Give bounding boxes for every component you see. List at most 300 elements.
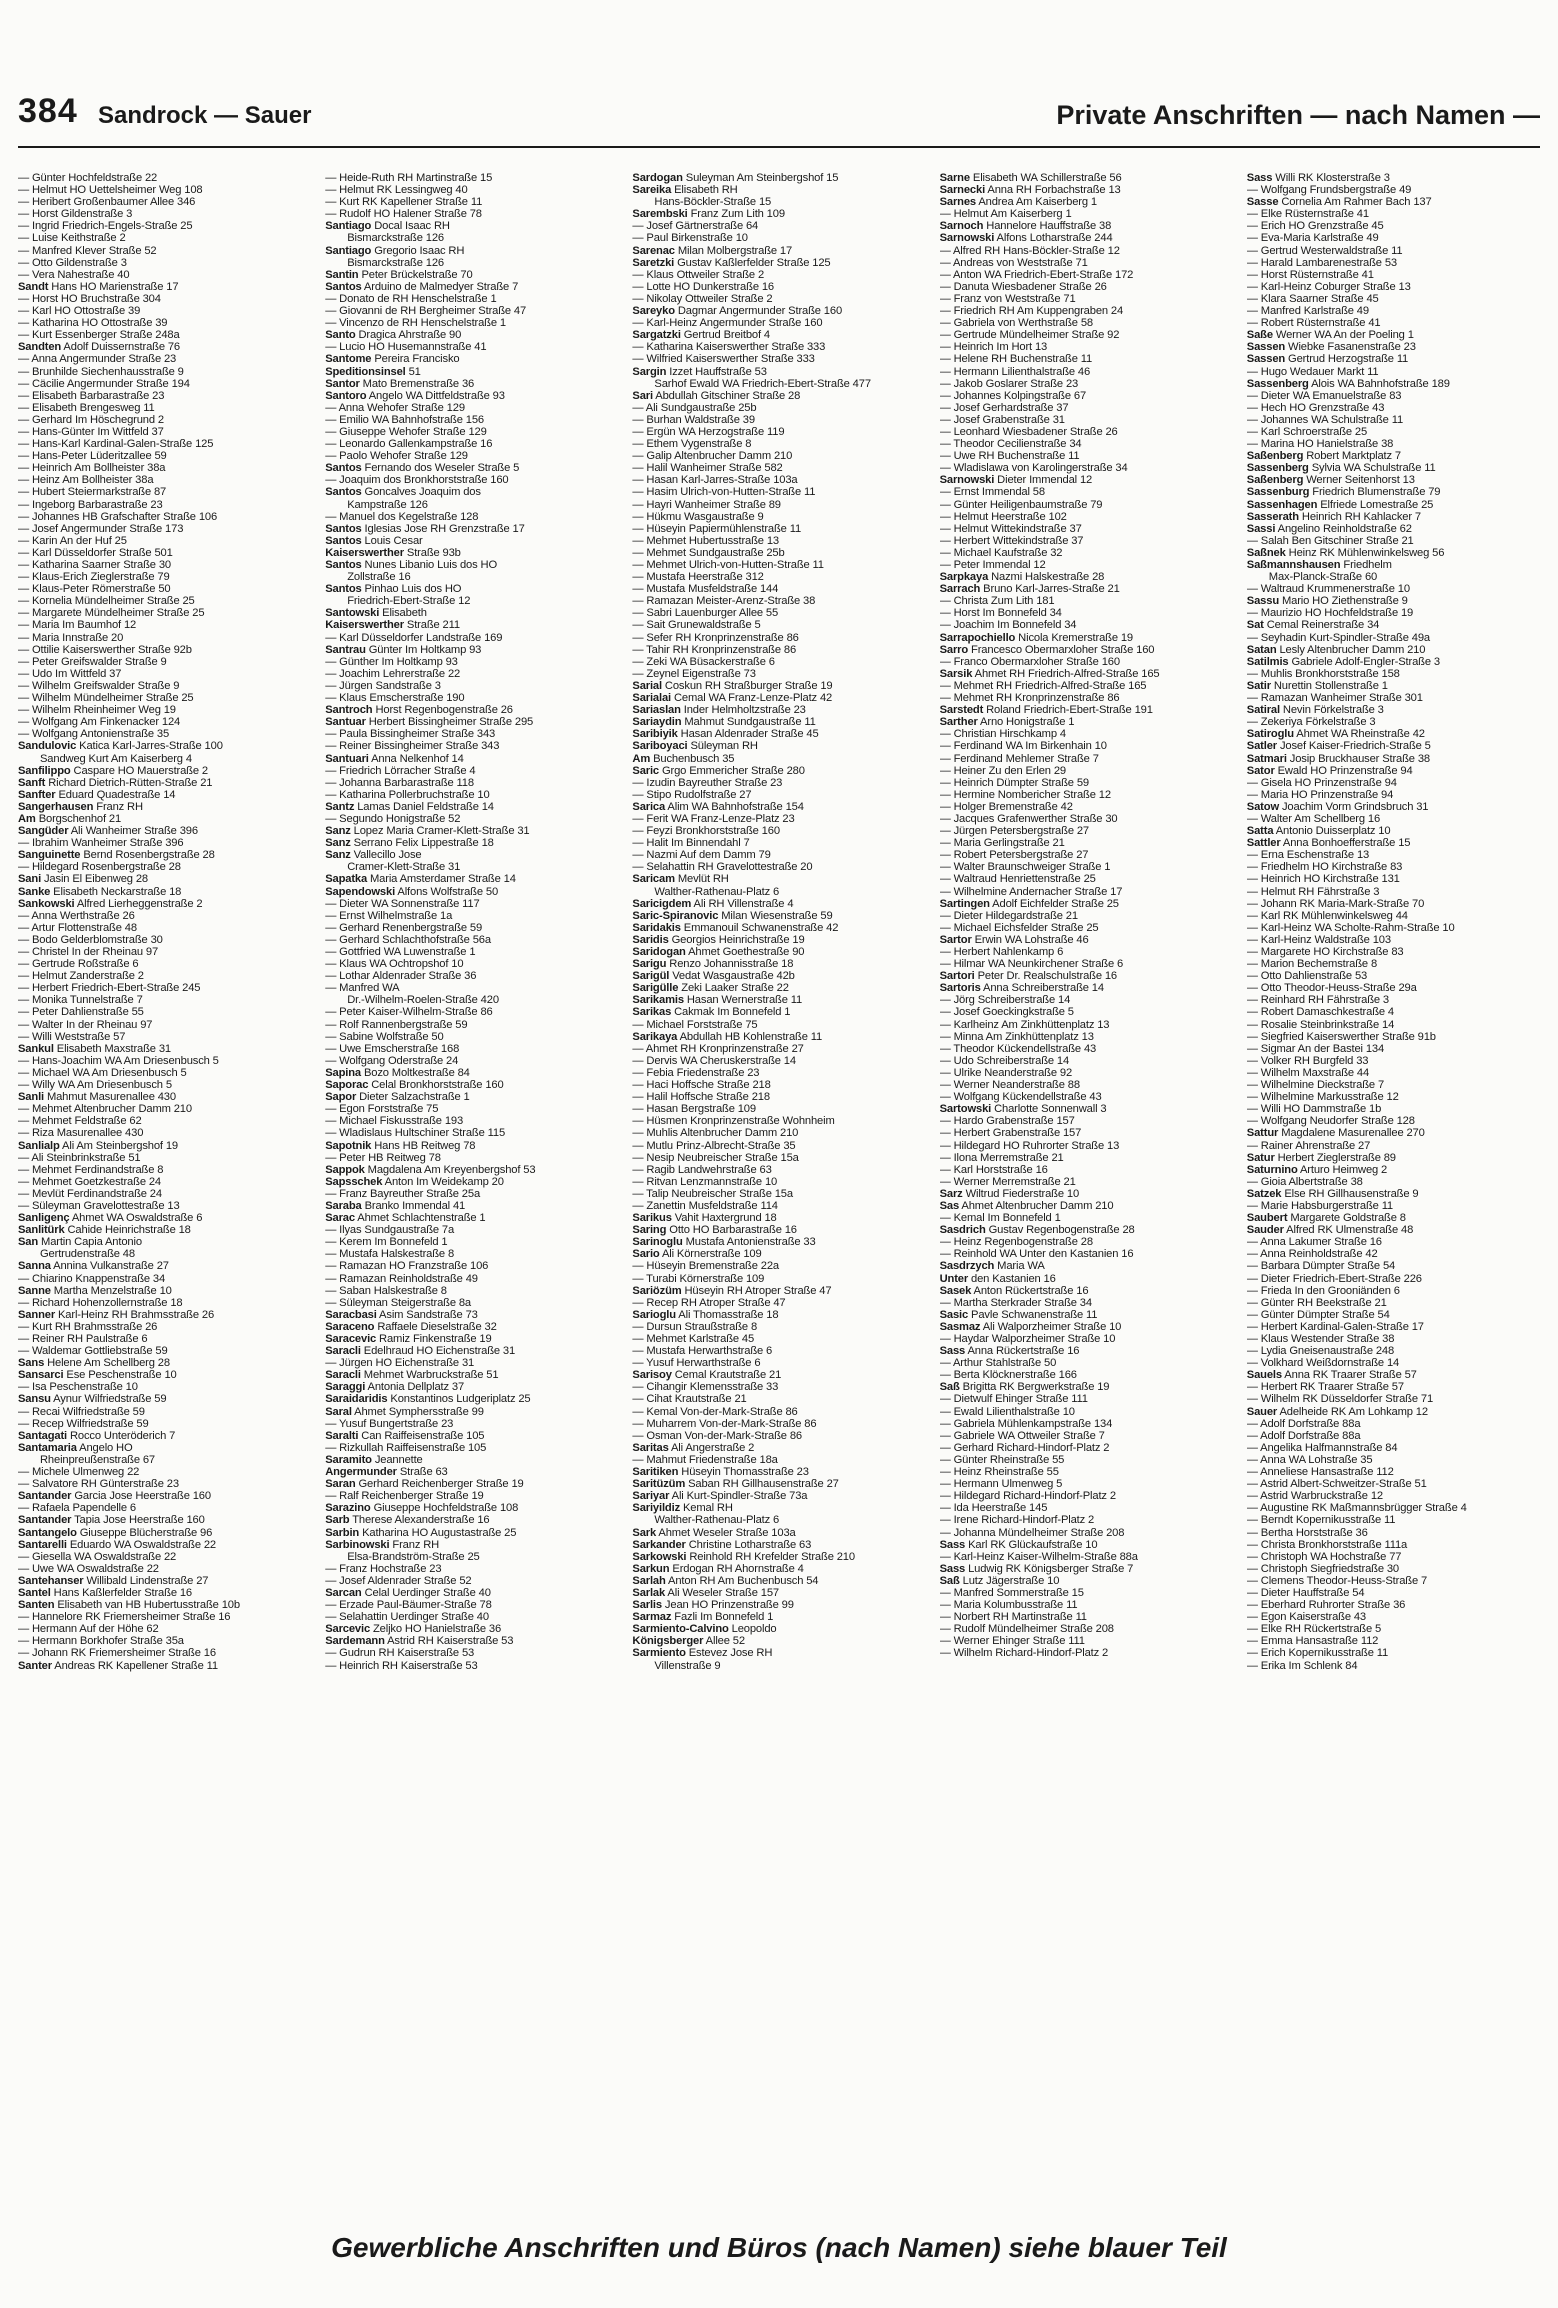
directory-entry: — Gioia Albertstraße 38 xyxy=(1246,1175,1363,1188)
directory-entry: — Werner Neanderstraße 88 xyxy=(939,1079,1080,1092)
directory-entry: — Hildegard Rosenbergstraße 28 xyxy=(18,861,181,874)
directory-entry: — Klaus-Erich Zieglerstraße 79 xyxy=(18,571,170,584)
directory-entry: — Margarete HO Kirchstraße 83 xyxy=(1246,946,1404,958)
directory-entry: Am Buchenbusch 35 xyxy=(632,752,735,765)
directory-entry: — Peter Immendal 12 xyxy=(939,559,1046,571)
directory-entry: Sarkander Christine Lotharstraße 63 xyxy=(632,1538,812,1551)
directory-entry: — Ibrahim Wanheimer Straße 396 xyxy=(18,837,184,850)
directory-entry: — Rosalie Steinbrinkstraße 14 xyxy=(1246,1018,1395,1031)
directory-entry: — Sait Grunewaldstraße 5 xyxy=(632,619,761,632)
directory-entry: — Paula Bissingheimer Straße 343 xyxy=(325,728,496,741)
directory-entry: Satir Nurettin Stollenstraße 1 xyxy=(1246,679,1388,692)
directory-entry: Saridogan Ahmet Goethestraße 90 xyxy=(632,946,805,958)
directory-entry: — Lothar Aldenrader Straße 36 xyxy=(325,970,477,983)
directory-entry: Saran Gerhard Reichenberger Straße 19 xyxy=(325,1478,524,1491)
directory-entry: Sansu Aynur Wilfriedstraße 59 xyxy=(18,1393,167,1406)
directory-entry: — Minna Am Zinkhüttenplatz 13 xyxy=(939,1030,1094,1043)
directory-entry: — Frieda In den Grooniänden 6 xyxy=(1246,1284,1400,1297)
directory-entry: — Willi HO Dammstraße 1b xyxy=(1246,1103,1382,1116)
directory-entry: Sarro Francesco Obermarxloher Straße 160 xyxy=(939,643,1155,656)
directory-entry: Sarmiento-Calvino Leopoldo xyxy=(632,1623,777,1636)
directory-entry: — Adolf Dorfstraße 88a xyxy=(1246,1417,1361,1430)
directory-entry: Sanligenç Ahmet WA Oswaldstraße 6 xyxy=(18,1212,203,1225)
directory-entry: Sari Abdullah Gitschiner Straße 28 xyxy=(632,389,801,402)
directory-entry: Bismarckstraße 126 xyxy=(347,232,444,245)
column-4 xyxy=(940,172,1233,2142)
directory-entry: — Eberhard Ruhrorter Straße 36 xyxy=(1246,1599,1406,1612)
directory-entry: — Christel In der Rheinau 97 xyxy=(18,946,159,958)
directory-entry: — Klaus WA Ochtropshof 10 xyxy=(325,958,464,971)
directory-entry: Speditionsinsel 51 xyxy=(325,365,421,378)
directory-entry: Zollstraße 16 xyxy=(347,571,411,584)
directory-entry: Sasek Anton Rückertstraße 16 xyxy=(939,1284,1089,1297)
directory-entry: — Gerhard Im Höschegrund 2 xyxy=(18,413,164,426)
directory-entry: — Kemal Von-der-Mark-Straße 86 xyxy=(632,1405,798,1418)
directory-entry: Sarbin Katharina HO Augustastraße 25 xyxy=(325,1526,517,1539)
directory-entry: Sanli Mahmut Masurenallee 430 xyxy=(18,1091,176,1104)
directory-entry: — Anneliese Hansastraße 112 xyxy=(1246,1466,1394,1479)
directory-entry: — Karl-Heinz Waldstraße 103 xyxy=(1246,933,1391,946)
directory-entry: Santor Mato Bremenstraße 36 xyxy=(325,377,475,390)
directory-entry: Santo Dragica Ahrstraße 90 xyxy=(325,329,462,342)
directory-entry: Sankul Elisabeth Maxstraße 31 xyxy=(18,1042,171,1055)
directory-entry: — Karl-Heinz Coburger Straße 13 xyxy=(1246,280,1411,293)
directory-entry: — Turabi Körnerstraße 109 xyxy=(632,1272,765,1285)
directory-entry: Sanlitürk Cahide Heinrichstraße 18 xyxy=(18,1224,191,1237)
directory-entry: — Siegfried Kaiserswerther Straße 91b xyxy=(1246,1030,1436,1043)
directory-entry: — Emma Hansastraße 112 xyxy=(1246,1635,1379,1648)
column-5 xyxy=(1247,172,1540,2142)
directory-entry: Sarbinowski Franz RH xyxy=(325,1538,440,1551)
directory-entry: — Christoph Siegfriedstraße 30 xyxy=(1246,1562,1399,1575)
directory-entry: Sasserath Heinrich RH Kahlacker 7 xyxy=(1246,510,1421,523)
directory-entry: Sardemann Astrid RH Kaiserstraße 53 xyxy=(325,1635,514,1648)
directory-entry: — Irene Richard-Hindorf-Platz 2 xyxy=(939,1514,1095,1527)
directory-entry: — Horst Rüsternstraße 41 xyxy=(1246,268,1374,281)
directory-entry: Sario Ali Körnerstraße 109 xyxy=(632,1248,762,1261)
directory-entry: — Nesip Neubreischer Straße 15a xyxy=(632,1151,799,1164)
directory-entry: — Wolfgang Antonienstraße 35 xyxy=(18,728,170,741)
directory-entry: — Hükmu Wasgaustraße 9 xyxy=(632,510,764,523)
directory-entry: Sarigül Vedat Wasgaustraße 42b xyxy=(632,970,795,983)
directory-entry: — Wilhelm RK Düsseldorfer Straße 71 xyxy=(1246,1393,1434,1406)
directory-entry: — Willy WA Am Driesenbusch 5 xyxy=(18,1079,172,1092)
directory-entry: Sarac Ahmet Schlachtenstraße 1 xyxy=(325,1212,486,1225)
directory-entry: — Wolfgang Am Finkenacker 124 xyxy=(18,716,181,729)
directory-entry: — Ulrike Neanderstraße 92 xyxy=(939,1066,1073,1079)
directory-entry: Sark Ahmet Weseler Straße 103a xyxy=(632,1526,796,1539)
directory-entry: — Hardo Grabenstraße 157 xyxy=(939,1115,1075,1128)
directory-entry: Sariözüm Hüseyin RH Atroper Straße 47 xyxy=(632,1284,832,1297)
directory-entry: — Friedrich Lörracher Straße 4 xyxy=(325,764,476,777)
directory-entry: — Ottilie Kaiserswerther Straße 92b xyxy=(18,643,192,656)
directory-entry: — Dietwulf Ehinger Straße 111 xyxy=(939,1393,1088,1406)
directory-entry: Sator Ewald HO Prinzenstraße 94 xyxy=(1246,764,1413,777)
directory-entry: — Zeki WA Büsackerstraße 6 xyxy=(632,655,775,668)
directory-entry: — Gabriela Mühlenkampstraße 134 xyxy=(939,1417,1113,1430)
directory-entry: Sanz Lopez Maria Cramer-Klett-Straße 31 xyxy=(325,825,530,838)
directory-entry: Sapendowski Alfons Wolfstraße 50 xyxy=(325,885,499,898)
directory-entry: — Gudrun RH Kaiserstraße 53 xyxy=(325,1647,475,1660)
directory-entry: — Artur Flottenstraße 48 xyxy=(18,921,137,934)
directory-entry: — Hilmar WA Neunkirchener Straße 6 xyxy=(939,958,1124,971)
directory-entry: — Josef Grabenstraße 31 xyxy=(939,413,1065,426)
directory-entry: Satan Lesly Altenbrucher Damm 210 xyxy=(1246,643,1426,656)
directory-entry: — Manfred Sommerstraße 15 xyxy=(939,1586,1084,1599)
directory-entry: — Klara Saarner Straße 45 xyxy=(1246,292,1379,305)
directory-entry: Sappok Magdalena Am Kreyenbergshof 53 xyxy=(325,1163,536,1176)
directory-entry: — Klaus-Peter Römerstraße 50 xyxy=(18,583,171,596)
directory-entry: Am Borgschenhof 21 xyxy=(18,812,122,825)
directory-entry: Saßenberg Werner Seitenhorst 13 xyxy=(1246,474,1415,487)
directory-entry: Sariyar Ali Kurt-Spindler-Straße 73a xyxy=(632,1490,808,1503)
directory-entry: Sartori Peter Dr. Realschulstraße 16 xyxy=(939,970,1118,983)
directory-entry: — Mevlüt Ferdinandstraße 24 xyxy=(18,1187,162,1200)
directory-entry: Sardogan Suleyman Am Steinbergshof 15 xyxy=(632,172,839,184)
directory-entry: — Anton WA Friedrich-Ebert-Straße 172 xyxy=(939,268,1134,281)
directory-entry: Sanne Martha Menzelstraße 10 xyxy=(18,1284,172,1297)
directory-entry: Villenstraße 9 xyxy=(654,1659,721,1672)
directory-entry: — Klaus Westender Straße 38 xyxy=(1246,1333,1395,1345)
directory-entry: Saracli Mehmet Warbruckstraße 51 xyxy=(325,1369,499,1382)
directory-entry: — Ragib Landwehrstraße 63 xyxy=(632,1163,772,1176)
directory-entry: — Kerem Im Bonnefeld 1 xyxy=(325,1236,448,1249)
directory-entry: — Osman Von-der-Mark-Straße 86 xyxy=(632,1429,802,1442)
directory-entry: — Egon Forststraße 75 xyxy=(325,1103,439,1116)
directory-entry: — Cihat Krautstraße 21 xyxy=(632,1393,747,1406)
directory-entry: — Günther Im Holtkamp 93 xyxy=(325,655,458,668)
directory-entry: — Heinz Rheinstraße 55 xyxy=(939,1466,1059,1479)
directory-entry: — Uwe WA Oswaldstraße 22 xyxy=(18,1562,159,1575)
directory-entry: Sas Ahmet Altenbrucher Damm 210 xyxy=(939,1199,1114,1212)
directory-entry: — Brunhilde Siechenhausstraße 9 xyxy=(18,365,184,378)
directory-entry: Santuar Herbert Bissingheimer Straße 295 xyxy=(325,716,534,729)
directory-entry: Saring Otto HO Barbarastraße 16 xyxy=(632,1224,797,1237)
directory-entry: — Vera Nahestraße 40 xyxy=(18,268,130,281)
directory-entry: Sanke Elisabeth Neckarstraße 18 xyxy=(18,885,182,898)
directory-entry: — Mahmut Friedenstraße 18a xyxy=(632,1453,778,1466)
directory-entry: — Mehmet RH Friedrich-Alfred-Straße 165 xyxy=(939,679,1147,692)
directory-entry: — Hubert Steiermarkstraße 87 xyxy=(18,486,167,499)
directory-entry: — Franz Hochstraße 23 xyxy=(325,1562,442,1575)
directory-entry: — Klaus Emscherstraße 190 xyxy=(325,692,465,705)
directory-entry: — Erna Eschenstraße 13 xyxy=(1246,849,1370,862)
directory-entry: — Ewald Lilienthalstraße 10 xyxy=(939,1405,1075,1418)
directory-entry: — Dieter WA Sonnenstraße 117 xyxy=(325,897,480,910)
directory-entry: — Erzade Paul-Bäumer-Straße 78 xyxy=(325,1599,492,1612)
directory-entry: — Gabriele WA Ottweiler Straße 7 xyxy=(939,1429,1105,1442)
directory-entry: — Peter Kaiser-Wilhelm-Straße 86 xyxy=(325,1006,493,1019)
directory-entry: Sattur Magdalene Masurenallee 270 xyxy=(1246,1127,1425,1140)
directory-entry: Sanna Annina Vulkanstraße 27 xyxy=(18,1260,169,1273)
directory-entry: — Richard Hohenzollernstraße 18 xyxy=(18,1296,183,1309)
directory-entry: — Horst Im Bonnefeld 34 xyxy=(939,607,1062,620)
directory-entry: — Michael Forststraße 75 xyxy=(632,1018,758,1031)
column-3 xyxy=(632,172,925,2142)
directory-entry: — Franz Bayreuther Straße 25a xyxy=(325,1187,481,1200)
directory-entry: — Angelika Halfmannstraße 84 xyxy=(1246,1441,1398,1454)
directory-entry: — Gerhard Renenbergstraße 59 xyxy=(325,921,483,934)
directory-entry: Sanfilippo Caspare HO Mauerstraße 2 xyxy=(18,764,208,777)
directory-entry: — Hans-Peter Lüderitzallee 59 xyxy=(18,450,167,463)
directory-entry: — Udo Schreiberstraße 14 xyxy=(939,1054,1070,1067)
directory-entry: Sareika Elisabeth RH xyxy=(632,184,738,197)
directory-entry: — Heinz Am Bollheister 38a xyxy=(18,474,154,487)
directory-entry: Sarigülle Zeki Laaker Straße 22 xyxy=(632,982,789,995)
directory-entry: — Hugo Wedauer Markt 11 xyxy=(1246,365,1379,378)
directory-entry: Sasdrzych Maria WA xyxy=(939,1260,1045,1273)
directory-entry: — Egon Kaiserstraße 43 xyxy=(1246,1611,1366,1624)
directory-entry: Santos Iglesias Jose RH Grenzstraße 17 xyxy=(325,522,525,535)
directory-entry: — Lydia Gneisenaustraße 248 xyxy=(1246,1345,1395,1358)
directory-entry: — Zanettin Musfeldstraße 114 xyxy=(632,1199,778,1212)
directory-entry: Santen Elisabeth van HB Hubertusstraße 10b xyxy=(18,1599,240,1612)
directory-entry: — Hans-Günter Im Wittfeld 37 xyxy=(18,425,164,438)
directory-entry: — Bertha Horststraße 36 xyxy=(1246,1526,1368,1539)
directory-entry: — Hermann Auf der Höhe 62 xyxy=(18,1623,159,1636)
directory-entry: — Maria Innstraße 20 xyxy=(18,631,124,644)
directory-entry: — Muhlis Bronkhorststraße 158 xyxy=(1246,667,1400,680)
directory-entry: Sandten Adolf Duissernstraße 76 xyxy=(18,341,180,354)
directory-entry: — Johanna Barbarastraße 118 xyxy=(325,776,474,789)
directory-entry: — Ergün WA Herzogstraße 119 xyxy=(632,425,785,438)
directory-entry: Santz Lamas Daniel Feldstraße 14 xyxy=(325,800,494,813)
directory-entry: Sarioglu Ali Thomasstraße 18 xyxy=(632,1308,779,1321)
directory-entry: — Sefer RH Kronprinzenstraße 86 xyxy=(632,631,799,644)
directory-entry: — Josef Gerhardstraße 37 xyxy=(939,401,1069,414)
directory-entry: — Robert Petersbergstraße 27 xyxy=(939,849,1089,862)
directory-entry: — Anna Angermunder Straße 23 xyxy=(18,353,177,366)
directory-entry: — Klaus Ottweiler Straße 2 xyxy=(632,268,765,281)
directory-entry: — Wilhelm Rheinheimer Weg 19 xyxy=(18,704,176,717)
directory-entry: — Horst Gildenstraße 3 xyxy=(18,208,133,221)
directory-entry: — Mehmet Feldstraße 62 xyxy=(18,1115,142,1128)
directory-entry: — Friedhelm HO Kirchstraße 83 xyxy=(1246,861,1403,874)
directory-entry: Sanz Serrano Felix Lippestraße 18 xyxy=(325,837,494,850)
directory-entry: — Rolf Rannenbergstraße 59 xyxy=(325,1018,468,1031)
directory-entry: — Hech HO Grenzstraße 43 xyxy=(1246,401,1385,414)
directory-entry: Saralti Can Raiffeisenstraße 105 xyxy=(325,1429,485,1442)
directory-entry: Saraidaridis Konstantinos Ludgeriplatz 25 xyxy=(325,1393,531,1406)
directory-entry: Sassu Mario HO Ziethenstraße 9 xyxy=(1246,595,1408,608)
directory-entry: — Helmut Zanderstraße 2 xyxy=(18,970,144,983)
directory-entry: — Nazmi Auf dem Damm 79 xyxy=(632,849,771,862)
directory-entry: — Anna WA Lohstraße 35 xyxy=(1246,1453,1373,1466)
directory-entry: — Peter Greifswalder Straße 9 xyxy=(18,655,167,668)
directory-entry: San Martin Capia Antonio xyxy=(18,1236,142,1249)
directory-entry: — Reiner Bissingheimer Straße 343 xyxy=(325,740,500,753)
directory-entry: Santroch Horst Regenbogenstraße 26 xyxy=(325,704,513,717)
directory-entry: — Anna Wehofer Straße 129 xyxy=(325,401,465,414)
directory-entry: — Johannes Kolpingstraße 67 xyxy=(939,389,1087,402)
directory-entry: Satler Josef Kaiser-Friedrich-Straße 5 xyxy=(1246,740,1431,753)
directory-entry: Sarnecki Anna RH Forbachstraße 13 xyxy=(939,184,1121,197)
directory-entry: — Seyhadin Kurt-Spindler-Straße 49a xyxy=(1246,631,1430,644)
directory-entry: — Emilio WA Bahnhofstraße 156 xyxy=(325,413,484,426)
directory-entry: — Halil Hoffsche Straße 218 xyxy=(632,1091,770,1104)
directory-entry: — Rudolf Mündelheimer Straße 208 xyxy=(939,1623,1114,1636)
directory-entry: — Wilhelmine Markusstraße 12 xyxy=(1246,1091,1399,1104)
directory-entry: — Dieter Hildegardstraße 21 xyxy=(939,909,1078,922)
directory-entry: Saracevic Ramiz Finkenstraße 19 xyxy=(325,1333,492,1345)
directory-entry: — Barbara Dümpter Straße 54 xyxy=(1246,1260,1396,1273)
directory-entry: — Erich Kopernikusstraße 11 xyxy=(1246,1647,1389,1660)
directory-entry: Santos Fernando dos Weseler Straße 5 xyxy=(325,462,520,475)
directory-entry: — Margarete Mündelheimer Straße 25 xyxy=(18,607,205,620)
directory-entry: — Lotte HO Dunkerstraße 16 xyxy=(632,280,774,293)
directory-entry: Sarikas Cakmak Im Bonnefeld 1 xyxy=(632,1006,791,1019)
directory-entry: — Karl-Heinz Kaiser-Wilhelm-Straße 88a xyxy=(939,1550,1138,1563)
directory-entry: Sarica Alim WA Bahnhofstraße 154 xyxy=(632,800,804,813)
directory-entry: Sarnowski Alfons Lotharstraße 244 xyxy=(939,232,1113,245)
directory-entry: — Friedrich RH Am Kuppengraben 24 xyxy=(939,305,1124,318)
directory-entry: — Norbert RH Martinstraße 11 xyxy=(939,1611,1087,1624)
directory-entry: Saracbasi Asim Sandstraße 73 xyxy=(325,1308,478,1321)
directory-entry: — Hildegard Richard-Hindorf-Platz 2 xyxy=(939,1490,1116,1503)
directory-entry: Saric Grgo Emmericher Straße 280 xyxy=(632,764,805,777)
directory-entry: — Ernst Wilhelmstraße 1a xyxy=(325,909,453,922)
directory-entry: — Mustafa Heerstraße 312 xyxy=(632,571,764,584)
name-range: Sandrock — Sauer xyxy=(98,102,312,129)
directory-entry: — Gerhard Schlachthofstraße 56a xyxy=(325,933,491,946)
directory-entry: Cramer-Klett-Straße 31 xyxy=(347,861,461,874)
directory-entry: Hans-Böckler-Straße 15 xyxy=(654,196,772,209)
directory-entry: — Hüsmen Kronprinzenstraße Wohnheim xyxy=(632,1115,835,1128)
directory-entry: Sarpkaya Nazmi Halskestraße 28 xyxy=(939,571,1105,584)
directory-entry: — Walter In der Rheinau 97 xyxy=(18,1018,153,1031)
directory-entry: — Saban Halskestraße 8 xyxy=(325,1284,447,1297)
directory-entry: Sarz Wiltrud Fiederstraße 10 xyxy=(939,1187,1080,1200)
directory-entry: Sandweg Kurt Am Kaiserberg 4 xyxy=(40,752,192,765)
directory-entry: Santagati Rocco Unteröderich 7 xyxy=(18,1429,176,1442)
directory-entry: — Josef Goeckingkstraße 5 xyxy=(939,1006,1074,1019)
directory-entry: — Kornelia Mündelheimer Straße 25 xyxy=(18,595,195,608)
directory-entry: — Manfred Klever Straße 52 xyxy=(18,244,157,257)
directory-entry: — Waldemar Gottliebstraße 59 xyxy=(18,1345,168,1358)
directory-entry: — Ernst Immendal 58 xyxy=(939,486,1045,499)
directory-entry: — Johanna Mündelheimer Straße 208 xyxy=(939,1526,1125,1539)
directory-entry: — Muharrem Von-der-Mark-Straße 86 xyxy=(632,1417,817,1430)
directory-entry: Sass Karl RK Glückaufstraße 10 xyxy=(939,1538,1098,1551)
directory-entry: — Gertrude Roßstraße 6 xyxy=(18,958,139,971)
directory-entry: — Wilhelmine Andernacher Straße 17 xyxy=(939,885,1123,898)
directory-entry: — Astrid Warbruckstraße 12 xyxy=(1246,1490,1383,1503)
directory-entry: — Eva-Maria Karlstraße 49 xyxy=(1246,232,1379,245)
directory-entry: — Maurizio HO Hochfeldstraße 19 xyxy=(1246,607,1414,620)
directory-entry: — Erika Im Schlenk 84 xyxy=(1246,1659,1358,1672)
directory-entry: Saridakis Emmanouil Schwanenstraße 42 xyxy=(632,921,839,934)
directory-entry: Sarnes Andrea Am Kaiserberg 1 xyxy=(939,196,1097,209)
directory-entry: Santamaria Angelo HO xyxy=(18,1441,133,1454)
directory-entry: Sarcan Celal Uerdinger Straße 40 xyxy=(325,1586,491,1599)
directory-entry: Sarenac Milan Molbergstraße 17 xyxy=(632,244,793,257)
directory-entry: — Izudin Bayreuther Straße 23 xyxy=(632,776,783,789)
directory-entry: Sassen Wiebke Fasanenstraße 23 xyxy=(1246,341,1416,354)
directory-entry: Saße Werner WA An der Poeling 1 xyxy=(1246,329,1414,342)
directory-entry: Walther-Rathenau-Platz 6 xyxy=(654,885,780,898)
directory-entry: Sarrapochiello Nicola Kremerstraße 19 xyxy=(939,631,1134,644)
directory-entry: — Horst HO Bruchstraße 304 xyxy=(18,292,161,305)
directory-entry: — Wolfgang Neudorfer Straße 128 xyxy=(1246,1115,1415,1128)
directory-entry: Satzek Else RH Gillhausenstraße 9 xyxy=(1246,1187,1419,1200)
directory-entry: — Dieter WA Emanuelstraße 83 xyxy=(1246,389,1402,402)
directory-entry: Santos Nunes Libanio Luis dos HO xyxy=(325,559,497,571)
directory-entry: — Recep Wilfriedstraße 59 xyxy=(18,1417,149,1430)
directory-entry: — Mehmet Altenbrucher Damm 210 xyxy=(18,1103,192,1116)
directory-entry: Sarnowski Dieter Immendal 12 xyxy=(939,474,1093,487)
directory-entry: — Heide-Ruth RH Martinstraße 15 xyxy=(325,172,493,184)
directory-entry: — Salvatore RH Günterstraße 23 xyxy=(18,1478,179,1491)
directory-entry: — Günter RH Beekstraße 21 xyxy=(1246,1296,1387,1309)
directory-entry: — Wolfgang Oderstraße 24 xyxy=(325,1054,459,1067)
directory-entry: Sarembski Franz Zum Lith 109 xyxy=(632,208,785,221)
directory-entry: Sarmaz Fazli Im Bonnefeld 1 xyxy=(632,1611,774,1624)
directory-entry: — Danuta Wiesbadener Straße 26 xyxy=(939,280,1107,293)
directory-entry: — Elisabeth Barbarastraße 23 xyxy=(18,389,165,402)
directory-entry: Sans Helene Am Schellberg 28 xyxy=(18,1357,170,1370)
directory-entry: — Marie Habsburgerstraße 11 xyxy=(1246,1199,1394,1212)
directory-entry: Sapatka Maria Amsterdamer Straße 14 xyxy=(325,873,516,886)
directory-entry: Sapor Dieter Salzachstraße 1 xyxy=(325,1091,470,1104)
directory-entry: Sariaydin Mahmut Sundgaustraße 11 xyxy=(632,716,816,729)
directory-entry: — Sabine Wolfstraße 50 xyxy=(325,1030,444,1043)
directory-entry: — Wolfgang Kückendellstraße 43 xyxy=(939,1091,1102,1104)
directory-entry: Sartingen Adolf Eichfelder Straße 25 xyxy=(939,897,1119,910)
directory-entry: — Rainer Ahrenstraße 27 xyxy=(1246,1139,1371,1152)
directory-entry: — Hildegard HO Ruhrorter Straße 13 xyxy=(939,1139,1120,1152)
directory-entry: — Waltraud Henriettenstraße 25 xyxy=(939,873,1096,886)
directory-entry: — Joachim Lehrerstraße 22 xyxy=(325,667,461,680)
directory-entry: — Josef Angermunder Straße 173 xyxy=(18,522,184,535)
directory-entry: — Helmut RH Fährstraße 3 xyxy=(1246,885,1380,898)
directory-entry: Kampstraße 126 xyxy=(347,498,428,511)
directory-entry: — Hermine Nombericher Straße 12 xyxy=(939,788,1111,801)
directory-entry: — Andreas von Weststraße 71 xyxy=(939,256,1088,269)
directory-entry: — Ilyas Sundgaustraße 7a xyxy=(325,1224,455,1237)
directory-entry: Sariboyaci Süleyman RH xyxy=(632,740,758,753)
directory-entry: — Günter Hochfeldstraße 22 xyxy=(18,172,158,184)
directory-entry: — Willi Weststraße 57 xyxy=(18,1030,126,1043)
directory-entry: — Ritvan Lenzmannstraße 10 xyxy=(632,1175,778,1188)
directory-entry: — Johann RK Friemersheimer Straße 16 xyxy=(18,1647,216,1660)
directory-entry: — Ida Heerstraße 145 xyxy=(939,1502,1048,1515)
directory-entry: Saracli Edelhraud HO Eichenstraße 31 xyxy=(325,1345,516,1358)
directory-entry: — Wladislawa von Karolingerstraße 34 xyxy=(939,462,1128,475)
directory-entry: — Kurt Essenberger Straße 248a xyxy=(18,329,180,342)
directory-entry: Walther-Rathenau-Platz 6 xyxy=(654,1514,780,1527)
directory-entry: — Wolfgang Frundsbergstraße 49 xyxy=(1246,184,1412,197)
directory-entry: Sasdrich Gustav Regenbogenstraße 28 xyxy=(939,1224,1135,1237)
directory-entry: Sarialai Cemal WA Franz-Lenze-Platz 42 xyxy=(632,692,833,705)
directory-entry: — Karl HO Ottostraße 39 xyxy=(18,305,141,318)
directory-entry: — Talip Neubreischer Straße 15a xyxy=(632,1187,793,1200)
directory-entry: — Giesella WA Oswaldstraße 22 xyxy=(18,1550,177,1563)
directory-entry: Saubert Margarete Goldstraße 8 xyxy=(1246,1212,1406,1225)
directory-entry: Sasse Cornelia Am Rahmer Bach 137 xyxy=(1246,196,1432,209)
directory-entry: Santome Pereira Francisko xyxy=(325,353,460,366)
directory-entry: — Otto Gildenstraße 3 xyxy=(18,256,127,269)
directory-entry: — Michele Ulmenweg 22 xyxy=(18,1466,140,1479)
directory-entry: — Clemens Theodor-Heuss-Straße 7 xyxy=(1246,1574,1428,1587)
directory-entry: — Segundo Honigstraße 52 xyxy=(325,812,461,825)
directory-entry: — Leonhard Wiesbadener Straße 26 xyxy=(939,425,1118,438)
directory-entry: Santuari Anna Nelkenhof 14 xyxy=(325,752,464,765)
directory-entry: — Jürgen Petersbergstraße 27 xyxy=(939,825,1089,838)
directory-entry: — Kemal Im Bonnefeld 1 xyxy=(939,1212,1061,1225)
directory-entry: Sargin Izzet Hauffstraße 53 xyxy=(632,365,767,378)
directory-entry: Santander Garcia Jose Heerstraße 160 xyxy=(18,1490,211,1503)
directory-entry: — Hermann Lilienthalstraße 46 xyxy=(939,365,1091,378)
